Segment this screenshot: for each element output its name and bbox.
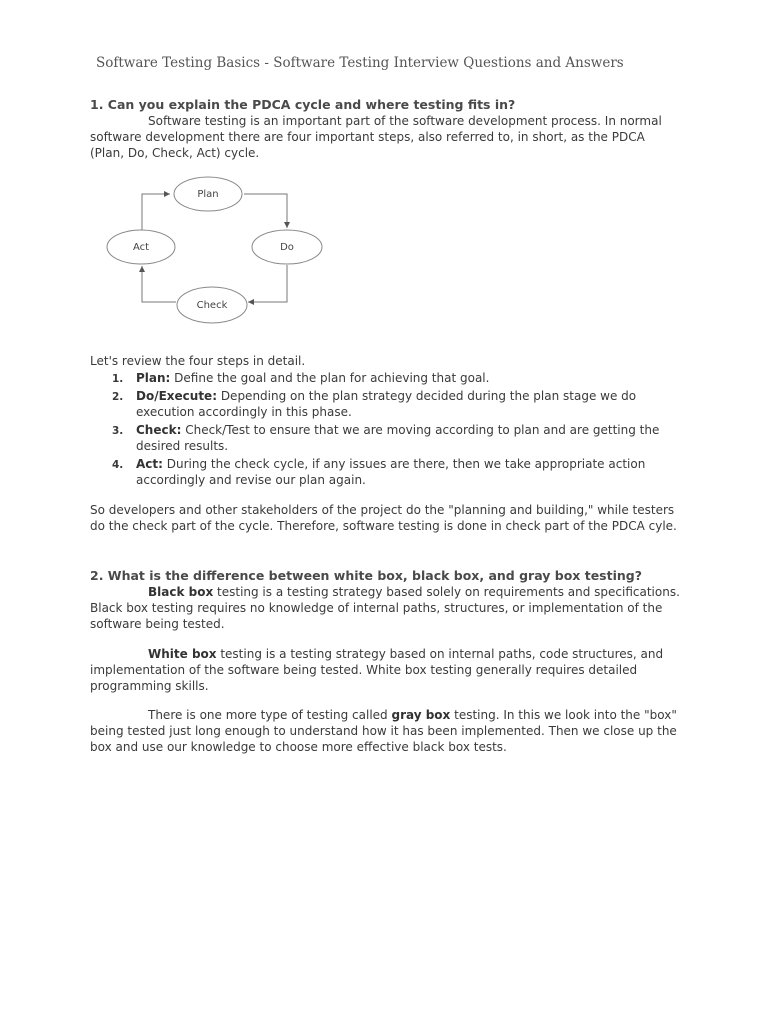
gray-box-text: testing. In this we look into the "box" being tested just long enough to understand how it has been implemented. Then we close up the box and use our knowledge to choose more effective black box tests. xyxy=(90,708,677,754)
arrow-do-to-check xyxy=(248,265,287,302)
node-act xyxy=(107,230,175,264)
node-check xyxy=(177,287,247,323)
gray-box-pre: There is one more type of testing called xyxy=(148,708,392,722)
black-box-term: Black box xyxy=(148,585,214,599)
node-plan-label: Plan xyxy=(197,189,219,200)
black-box-text: testing is a testing strategy based solely on requirements and specifications. Black box testing requires no knowledge of internal paths, structures, or implementation of the software being tested. xyxy=(90,585,680,631)
question-1-heading: 1. Can you explain the PDCA cycle and where testing fits in? xyxy=(90,97,516,112)
pdca-cycle-diagram xyxy=(100,170,330,330)
node-act-label: Act xyxy=(132,242,150,253)
review-intro: Let's review the four steps in detail. xyxy=(90,354,306,368)
list-item-text: Define the goal and the plan for achieving that goal. xyxy=(170,371,490,385)
list-item-term: Act: xyxy=(136,457,163,471)
q1-conclusion: So developers and other stakeholders of the project do the "planning and building," while testers do the check part of the cycle. Therefore, software testing is done in check part of the PDCA cyle. xyxy=(90,503,677,533)
node-do-label: Do xyxy=(280,242,294,253)
list-item-number: 3. xyxy=(112,425,124,437)
list-item-text: During the check cycle, if any issues are there, then we take appropriate action accordingly and revise our plan again. xyxy=(136,457,646,487)
list-item xyxy=(112,370,672,386)
white-box-paragraph xyxy=(90,646,680,694)
q1-intro-paragraph xyxy=(90,113,680,161)
white-box-text: testing is a testing strategy based on internal paths, code structures, and implementation of the software being tested. White box testing generally requires detailed programming skills. xyxy=(90,647,664,693)
gray-box-paragraph xyxy=(90,707,680,755)
list-item-term: Check: xyxy=(136,423,182,437)
arrow-plan-to-do xyxy=(244,194,287,228)
list-item xyxy=(112,422,672,454)
list-item-text: Check/Test to ensure that we are moving according to plan and are getting the desired results. xyxy=(136,423,660,453)
pdca-steps-list xyxy=(112,370,672,490)
node-do xyxy=(252,230,322,264)
list-item-term: Do/Execute: xyxy=(136,389,217,403)
black-box-paragraph xyxy=(90,584,680,632)
list-item-number: 4. xyxy=(112,459,124,471)
list-item xyxy=(112,456,672,488)
arrow-act-to-plan xyxy=(142,194,170,230)
list-item-text: Depending on the plan strategy decided during the plan stage we do execution accordingly in this phase. xyxy=(136,389,637,419)
question-2-heading: 2. What is the difference between white box, black box, and gray box testing? xyxy=(90,568,642,583)
q1-intro-text: Software testing is an important part of the software development process. In normal software development there are four important steps, also referred to, in short, as the PDCA (Plan, Do, Check, Act) cycle. xyxy=(90,114,662,160)
white-box-term: White box xyxy=(148,647,217,661)
arrow-check-to-act xyxy=(142,266,176,302)
node-check-label: Check xyxy=(196,300,228,311)
list-item-number: 1. xyxy=(112,373,124,385)
gray-box-term: gray box xyxy=(391,708,451,722)
list-item-number: 2. xyxy=(112,391,124,403)
node-plan xyxy=(174,177,242,211)
document-title: Software Testing Basics - Software Testing Interview Questions and Answers xyxy=(96,55,624,71)
list-item xyxy=(112,388,672,420)
list-item-term: Plan: xyxy=(136,371,171,385)
